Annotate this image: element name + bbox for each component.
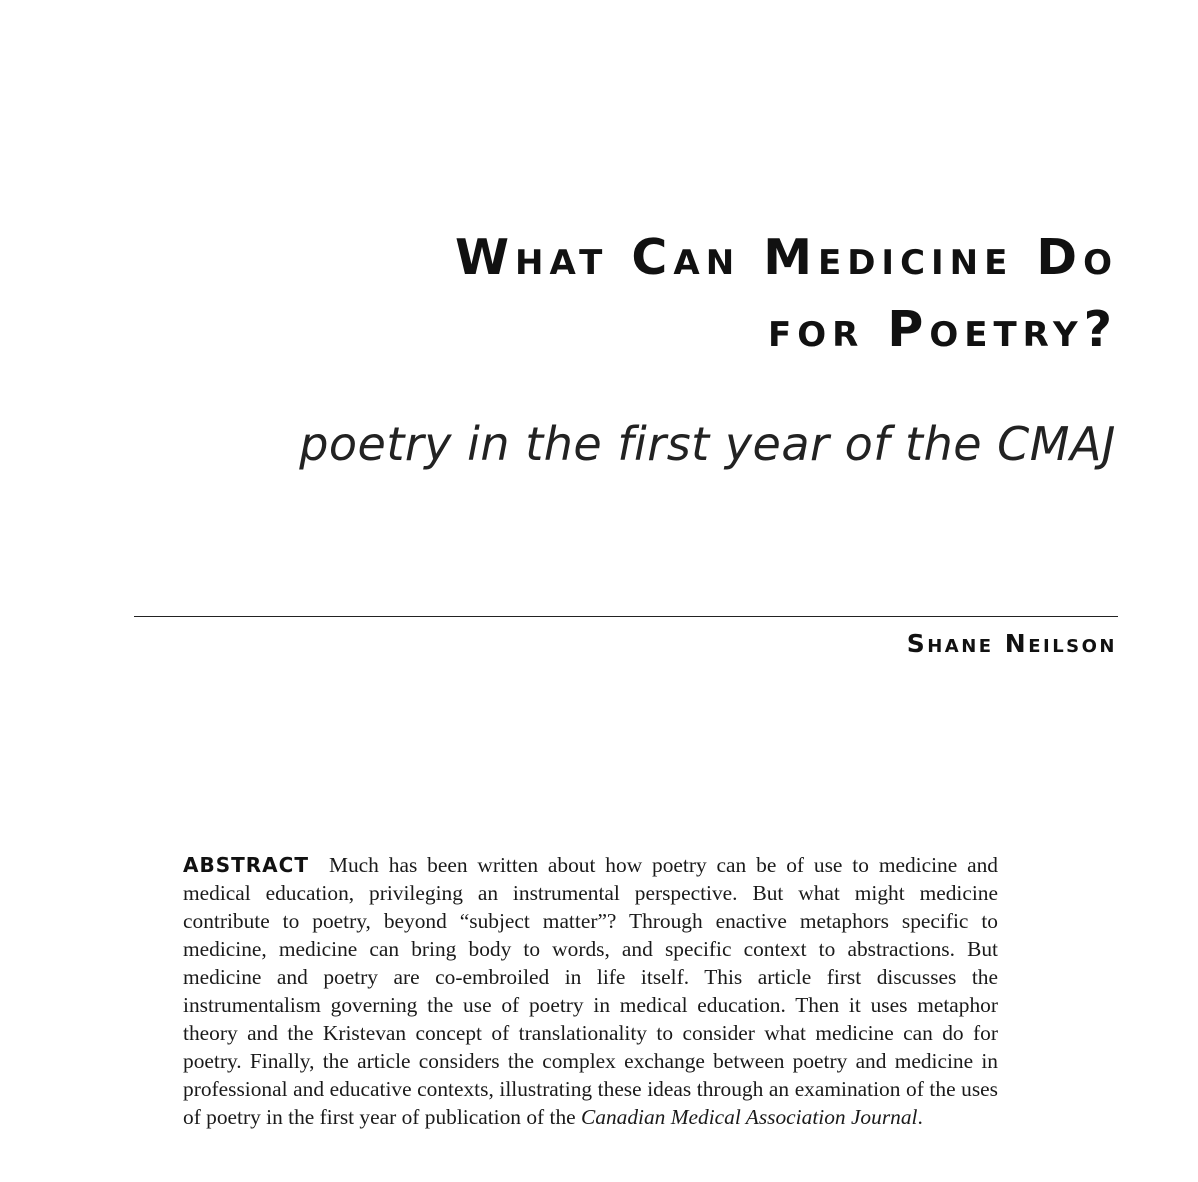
article-title-line-1: What Can Medicine Do: [455, 229, 1118, 286]
abstract-end-punctuation: .: [917, 1105, 923, 1129]
author-name: Shane Neilson: [906, 629, 1117, 658]
horizontal-rule: [134, 616, 1118, 617]
abstract-block: [183, 851, 998, 1131]
journal-name: Canadian Medical Association Journal: [581, 1105, 918, 1129]
article-title-line-2: for Poetry?: [768, 301, 1118, 358]
abstract-label: ABSTRACT: [183, 853, 309, 877]
article-title: [218, 222, 1118, 366]
abstract-body: Much has been written about how poetry can be of use to medicine and medical education, privileging an instrumental perspective. But what might medicine contribute to poetry, beyond “subject matter”? Through enactive metaphors specific to medicine, medicine can bring body to words, and specific context to abstractions. But medicine and poetry are co-embroiled in life itself. This article first discusses the instrumentalism governing the use of poetry in medical education. Then it uses metaphor theory and the Kristevan concept of translationality to consider what medicine can do for poetry. Finally, the article considers the complex exchange between poetry and medicine in professional and educative contexts, illustrating these ideas through an examination of the uses of poetry in the first year of publication of the: [183, 853, 998, 1129]
article-subtitle: poetry in the first year of the CMAJ: [299, 417, 1116, 471]
